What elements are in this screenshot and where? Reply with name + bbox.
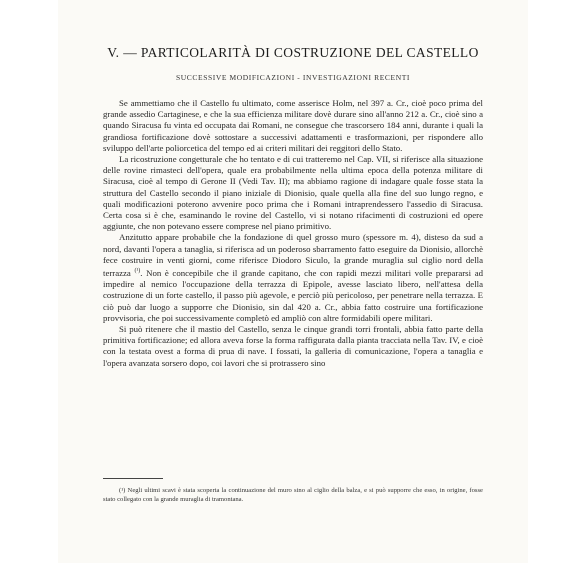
book-page	[58, 0, 528, 563]
chapter-title: V. — PARTICOLARITÀ DI COSTRUZIONE DEL CASTELLO	[107, 45, 479, 60]
footnote-reference: (¹)	[134, 268, 141, 275]
paragraph	[103, 232, 483, 324]
paragraph-text: La ricostruzione congetturale che ho tentato e di cui tratteremo nel Cap. VII, si riferisce alla situazione delle rovine rimasteci dell'opera, quale era probabilmente nella ultima epoca della potenza militare di Siracusa, cioè al tempo di Gerone II (Vedi Tav. II); ma abbiamo ragione di indagare quale fosse stata la struttura del Castello secondo il piano iniziale di Dionisio, quale quella alla fine del suo lungo regno, e quali modificazioni poterono avvenire poco prima che i Romani intraprendessero l'assedio di Siracusa. Certa cosa si è che, esaminando le rovine del Castello, vi si notano rifacimenti di costruzioni ed opere aggiunte, che non potevano essere comprese nel piano primitivo.	[103, 154, 483, 232]
body-text	[103, 98, 483, 369]
footnote-divider	[103, 478, 163, 479]
paragraph-text: Se ammettiamo che il Castello fu ultimato, come asserisce Holm, nel 397 a. Cr., cioè poco prima del grande assedio Cartaginese, e che la sua efficienza militare dovè durare sino all'anno 212 a. Cr., cioè sino a quando Siracusa fu vinta ed occupata dai Romani, ne consegue che trascorsero 184 anni, durante i quali la grandiosa fortificazione dovè sottostare a successivi adattamenti e trasformazioni, per rispondere allo sviluppo dell'arte poliorcetica del tempo ed ai criteri militari dei reggitori dello Stato.	[103, 98, 483, 153]
chapter-subtitle: SUCCESSIVE MODIFICAZIONI - INVESTIGAZIONI RECENTI	[176, 73, 410, 82]
paragraph-text: Si può ritenere che il mastio del Castello, senza le cinque grandi torri frontali, abbia fatto parte della primitiva fortificazione; ed allora aveva forse la forma raffigurata dalla pianta tracciata nella Tav. IV, e cioè con la testata ovest a forma di prua di nave. I fossati, la galleria di comunicazione, l'opera a tanaglia e l'opera avanzata sorsero dopo, coi lavori che si protrassero sino	[103, 323, 483, 368]
paragraph	[103, 154, 483, 232]
paragraph	[103, 324, 483, 369]
paragraph	[103, 98, 483, 154]
paragraph-text: . Non è concepibile che il grande capitano, che con rapidi mezzi militari volle prepararsi ad impedire al nemico l'occupazione della terrazza di Epipole, avesse lasciato libero, nell'attesa della costruzione di un forte castello, il passo più agevole, e perciò più pericoloso, per penetrare nella terrazza. E ciò può dar luogo a supporre che Dionisio, sin dal 420 a. Cr., abbia fatto costruire una fortificazione provvisoria, che poi successivamente completò ed ampliò con altre formidabili opere militari.	[103, 267, 483, 323]
paragraph-text: Anzitutto appare probabile che la fondazione di quel grosso muro (spessore m. 4), disteso da sud a nord, davanti l'opera a tanaglia, si riferisca ad un poderoso sbarramento fatto eseguire da Dionisio, allorchè fece costruire in venti giorni, come riferisce Diodoro Siculo, la grande muraglia sul ciglio nord della terrazza	[103, 232, 483, 278]
footnote: (¹) Negli ultimi scavi è stata scoperta la continuazione del muro sino al ciglio della balza, e si può supporre che esso, in origine, fosse stato collegato con la grande muraglia di tramontana.	[103, 487, 483, 503]
